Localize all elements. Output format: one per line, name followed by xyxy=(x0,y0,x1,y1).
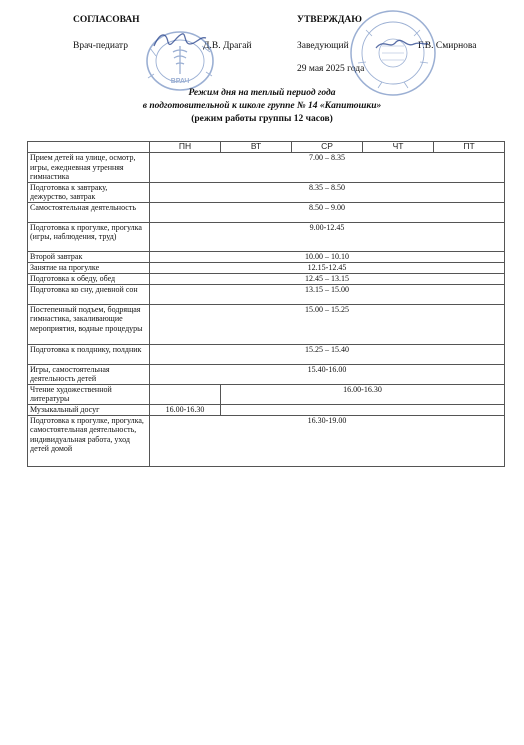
activity-cell: Самостоятельная деятельность xyxy=(28,202,150,222)
table-header-row xyxy=(28,142,505,153)
header-day: ЧТ xyxy=(363,142,434,153)
table-row xyxy=(28,262,505,273)
table-row xyxy=(28,404,505,415)
time-cell: 16.00-16.30 xyxy=(221,384,505,404)
title-line-1: Режим дня на теплый период года xyxy=(188,88,336,98)
svg-text:ВРАЧ: ВРАЧ xyxy=(170,78,190,85)
table-row xyxy=(28,222,505,251)
title-line-2: в подготовительной к школе группе № 14 «Капитошки» xyxy=(142,101,382,111)
time-cell: 8.35 – 8.50 xyxy=(150,182,505,202)
time-cell: 10.00 – 10.10 xyxy=(150,251,505,262)
activity-cell: Музыкальный досуг xyxy=(28,404,150,415)
head-signature xyxy=(372,34,430,54)
time-cell: 12.15-12.45 xyxy=(150,262,505,273)
activity-cell: Чтение художественной литературы xyxy=(28,384,150,404)
table-row xyxy=(28,284,505,304)
activity-cell: Подготовка к прогулке, прогулка (игры, наблюдения, труд) xyxy=(28,222,150,251)
schedule-table xyxy=(27,141,505,467)
approval-right-heading: УТВЕРЖДАЮ xyxy=(297,15,362,25)
title-line-3: (режим работы группы 12 часов) xyxy=(191,114,333,124)
time-cell: 12.45 – 13.15 xyxy=(150,273,505,284)
activity-cell: Игры, самостоятельная деятельность детей xyxy=(28,364,150,384)
activity-cell: Подготовка к прогулке, прогулка, самостоятельная деятельность, индивидуальная работа, уход детей домой xyxy=(28,415,150,466)
table-row xyxy=(28,344,505,364)
activity-cell: Подготовка к обеду, обед xyxy=(28,273,150,284)
empty-cell xyxy=(150,384,221,404)
header-day: ПТ xyxy=(434,142,505,153)
time-cell: 8.50 – 9.00 xyxy=(150,202,505,222)
time-cell: 9.00-12.45 xyxy=(150,222,505,251)
table-row xyxy=(28,182,505,202)
header-activity xyxy=(28,142,150,153)
approval-left-heading: СОГЛАСОВАН xyxy=(73,15,140,25)
time-cell: 7.00 – 8.35 xyxy=(150,153,505,183)
header-day: ВТ xyxy=(221,142,292,153)
doctor-signature xyxy=(150,28,210,54)
table-row xyxy=(28,364,505,384)
table-row xyxy=(28,273,505,284)
time-cell: 13.15 – 15.00 xyxy=(150,284,505,304)
activity-cell: Подготовка к полднику, полдник xyxy=(28,344,150,364)
approval-left-role: Врач-педиатр xyxy=(73,41,128,51)
approval-left-name: Д.В. Драгай xyxy=(203,41,252,51)
table-row xyxy=(28,304,505,344)
approval-right-role: Заведующий xyxy=(297,41,349,51)
approval-right-date: 29 мая 2025 года xyxy=(297,64,365,74)
time-cell: 15.40-16.00 xyxy=(150,364,505,384)
table-row xyxy=(28,202,505,222)
time-cell: 16.30-19.00 xyxy=(150,415,505,466)
time-cell: 15.25 – 15.40 xyxy=(150,344,505,364)
time-cell: 15.00 – 15.25 xyxy=(150,304,505,344)
activity-cell: Подготовка к завтраку, дежурство, завтрак xyxy=(28,182,150,202)
time-cell: 16.00-16.30 xyxy=(150,404,221,415)
activity-cell: Подготовка ко сну, дневной сон xyxy=(28,284,150,304)
table-row xyxy=(28,251,505,262)
activity-cell: Постепенный подъем, бодрящая гимнастика, закаливающие мероприятия, водные процедуры xyxy=(28,304,150,344)
header-day: ПН xyxy=(150,142,221,153)
approval-right-name: Г.В. Смирнова xyxy=(418,41,477,51)
activity-cell: Прием детей на улице, осмотр, игры, ежедневная утренняя гимнастика xyxy=(28,153,150,183)
activity-cell: Занятие на прогулке xyxy=(28,262,150,273)
header-day: СР xyxy=(292,142,363,153)
empty-cell xyxy=(221,404,505,415)
table-row xyxy=(28,415,505,466)
table-row xyxy=(28,384,505,404)
table-row xyxy=(28,153,505,183)
activity-cell: Второй завтрак xyxy=(28,251,150,262)
